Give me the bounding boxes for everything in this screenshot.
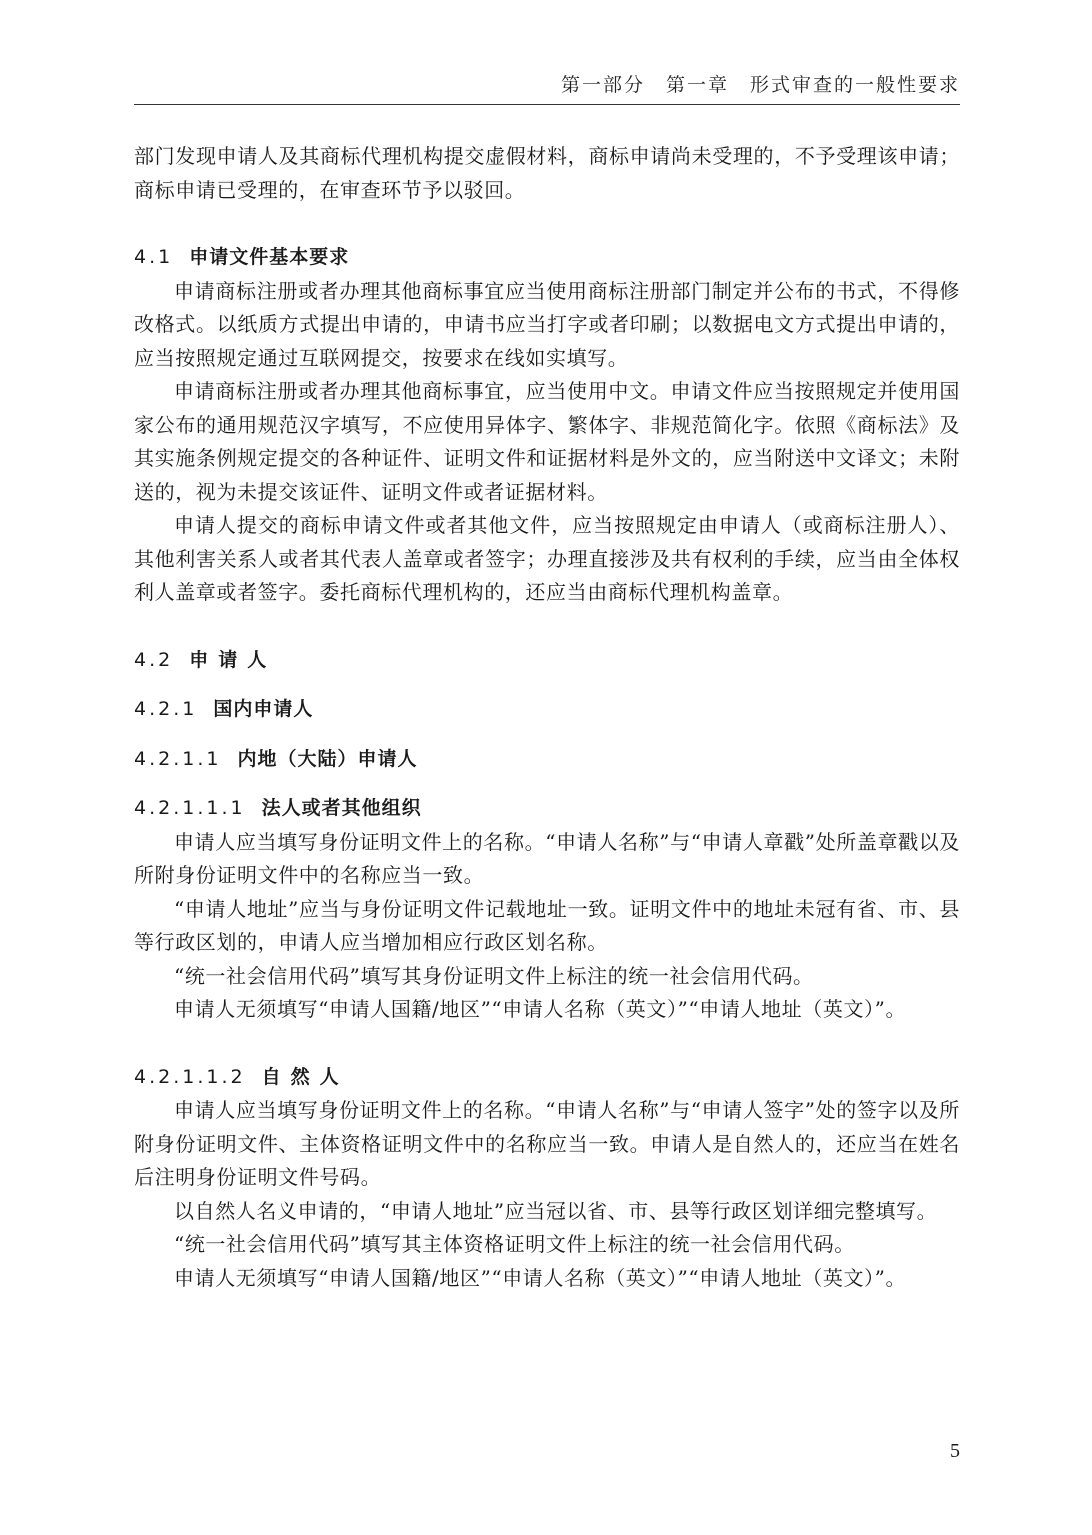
paragraph: 申请商标注册或者办理其他商标事宜，应当使用中文。申请文件应当按照规定并使用国家公布的通用规范汉字填写，不应使用异体字、繁体字、非规范简化字。依照《商标法》及其实施条例规定提交的各种证件、证明文件和证据材料是外文的，应当附送中文译文；未附送的，视为未提交该证件、证明文件或者证据材料。 xyxy=(134,379,960,504)
paragraph: “统一社会信用代码”填写其身份证明文件上标注的统一社会信用代码。 xyxy=(174,963,814,988)
section-title: 申请文件基本要求 xyxy=(189,246,350,268)
section-number: 4.2.1.1 xyxy=(134,747,222,770)
section-number: 4.1 xyxy=(134,246,174,268)
section-title: 内地（大陆）申请人 xyxy=(237,747,418,770)
section-title: 法人或者其他组织 xyxy=(261,797,422,819)
section-heading-4-2-1-1-2 xyxy=(134,1061,960,1095)
paragraph: 申请人无须填写“申请人国籍/地区”“申请人名称（英文）”“申请人地址（英文）”。 xyxy=(174,997,907,1021)
paragraph: 申请人应当填写身份证明文件上的名称。“申请人名称”与“申请人签字”处的签字以及所附身份证明文件、主体资格证明文件中的名称应当一致。申请人是自然人的，还应当在姓名后注明身份证明文件号码。 xyxy=(134,1098,960,1189)
section-heading-4-2-1 xyxy=(134,693,960,727)
section-title: 国内申请人 xyxy=(213,698,314,720)
section-number: 4.2.1.1.1 xyxy=(134,797,246,819)
paragraph: 以自然人名义申请的，“申请人地址”应当冠以省、市、县等行政区划详细完整填写。 xyxy=(174,1198,938,1223)
running-header: 第一部分 第一章 形式审查的一般性要求 xyxy=(560,74,960,96)
paragraph: 申请人提交的商标申请文件或者其他文件，应当按照规定由申请人（或商标注册人）、其他利害关系人或者其代表人盖章或者签字；办理直接涉及共有权利的手续，应当由全体权利人盖章或者签字。委托商标代理机构的，还应当由商标代理机构盖章。 xyxy=(134,513,960,604)
section-number: 4.2 xyxy=(134,648,174,671)
section-heading-4-2-1-1-1 xyxy=(134,792,960,826)
document-body xyxy=(134,140,960,1295)
paragraph: 申请人应当填写身份证明文件上的名称。“申请人名称”与“申请人章戳”处所盖章戳以及所附身份证明文件中的名称应当一致。 xyxy=(134,829,960,887)
section-title: 自然人 xyxy=(261,1065,349,1088)
paragraph: “申请人地址”应当与身份证明文件记载地址一致。证明文件中的地址未冠有省、市、县等行政区划的，申请人应当增加相应行政区划名称。 xyxy=(134,896,960,954)
intro-paragraph: 部门发现申请人及其商标代理机构提交虚假材料，商标申请尚未受理的，不予受理该申请；商标申请已受理的，在审查环节予以驳回。 xyxy=(134,144,960,202)
paragraph: “统一社会信用代码”填写其主体资格证明文件上标注的统一社会信用代码。 xyxy=(174,1232,855,1256)
section-number: 4.2.1.1.2 xyxy=(134,1065,246,1088)
section-number: 4.2.1 xyxy=(134,698,198,720)
section-heading-4-1 xyxy=(134,241,960,275)
paragraph: 申请商标注册或者办理其他商标事宜应当使用商标注册部门制定并公布的书式，不得修改格式。以纸质方式提出申请的，申请书应当打字或者印刷；以数据电文方式提出申请的，应当按照规定通过互联网提交，按要求在线如实填写。 xyxy=(134,278,960,370)
section-heading-4-2-1-1 xyxy=(134,743,960,777)
header-rule xyxy=(134,104,960,105)
section-title: 申请人 xyxy=(189,648,277,671)
section-heading-4-2 xyxy=(134,644,960,678)
paragraph: 申请人无须填写“申请人国籍/地区”“申请人名称（英文）”“申请人地址（英文）”。 xyxy=(174,1265,907,1290)
page-number: 5 xyxy=(950,1440,960,1462)
